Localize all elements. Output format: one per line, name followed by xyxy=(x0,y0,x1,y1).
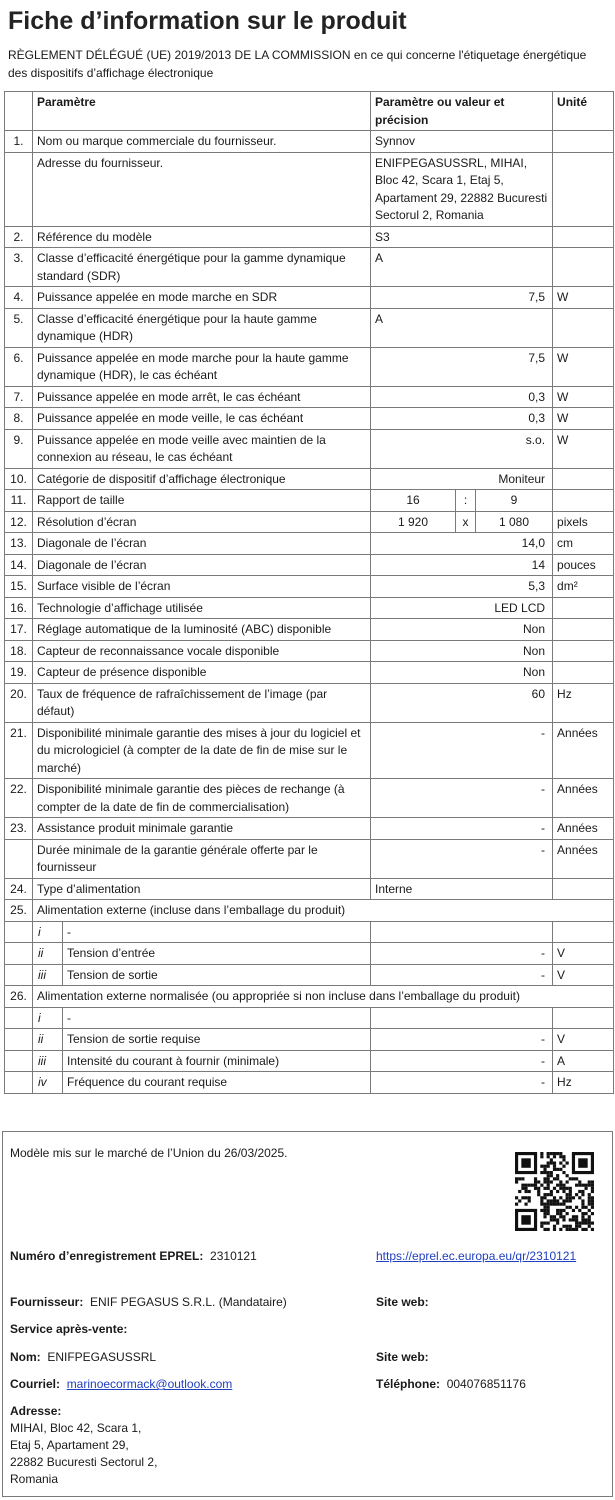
table-row xyxy=(5,986,614,1008)
row-value: S3 xyxy=(371,226,553,248)
row-parameter: Disponibilité minimale garantie des pièces de rechange (à compter de la date de fin de commercialisation) xyxy=(33,779,371,818)
table-row xyxy=(5,662,614,684)
row-unit xyxy=(553,597,614,619)
row-number: 10. xyxy=(5,468,33,490)
table-row xyxy=(5,429,614,468)
table-row xyxy=(5,779,614,818)
row-number: 3. xyxy=(5,248,33,287)
row-number: 23. xyxy=(5,818,33,840)
table-subrow xyxy=(5,964,614,986)
row-value: 7,5 xyxy=(371,347,553,386)
row-unit xyxy=(553,468,614,490)
page-title: Fiche d’information sur le produit xyxy=(8,7,407,35)
row-parameter: Résolution d’écran xyxy=(33,511,371,533)
row-unit xyxy=(553,152,614,226)
address: MIHAI, Bloc 42, Scara 1, Etaj 5, Apartament 29, 22882 Bucuresti Sectorul 2, Romania xyxy=(10,1421,158,1486)
row-number xyxy=(5,152,33,226)
row-number: 7. xyxy=(5,386,33,408)
row-value: 14,0 xyxy=(371,533,553,555)
website-label-2: Site web: xyxy=(376,1350,429,1364)
row-value: LED LCD xyxy=(371,597,553,619)
table-row xyxy=(5,408,614,430)
table-row xyxy=(5,576,614,598)
eprel-link[interactable]: https://eprel.ec.europa.eu/qr/2310121 xyxy=(376,1249,577,1263)
row-unit: W xyxy=(553,408,614,430)
row-parameter: Puissance appelée en mode marche pour la haute gamme dynamique (HDR), le cas échéant xyxy=(33,347,371,386)
subrow-unit xyxy=(553,1007,614,1029)
table-row xyxy=(5,287,614,309)
row-unit: Hz xyxy=(553,683,614,722)
table-subrow xyxy=(5,1050,614,1072)
row-number: 21. xyxy=(5,722,33,779)
row-value: 0,3 xyxy=(371,408,553,430)
subrow-parameter: - xyxy=(63,921,371,943)
subrow-spacer xyxy=(5,1050,33,1072)
table-row xyxy=(5,619,614,641)
row-value: Synnov xyxy=(371,131,553,153)
subrow-roman: iv xyxy=(33,1072,63,1094)
row-unit xyxy=(553,131,614,153)
qr-code-icon xyxy=(515,1152,594,1231)
table-row xyxy=(5,683,614,722)
table-row xyxy=(5,900,614,922)
row-parameter: Référence du modèle xyxy=(33,226,371,248)
table-row xyxy=(5,131,614,153)
row-parameter: Diagonale de l’écran xyxy=(33,554,371,576)
table-row xyxy=(5,554,614,576)
row-number: 25. xyxy=(5,900,33,922)
row-unit: Années xyxy=(553,818,614,840)
row-parameter: Puissance appelée en mode veille avec maintien de la connexion au réseau, le cas échéant xyxy=(33,429,371,468)
website-label: Site web: xyxy=(376,1295,429,1309)
row-number: 24. xyxy=(5,878,33,900)
row-value: Non xyxy=(371,640,553,662)
row-unit xyxy=(553,619,614,641)
subrow-spacer xyxy=(5,921,33,943)
row-number: 4. xyxy=(5,287,33,309)
row-value: 7,5 xyxy=(371,287,553,309)
row-number: 26. xyxy=(5,986,33,1008)
row-number: 6. xyxy=(5,347,33,386)
row-parameter: Adresse du fournisseur. xyxy=(33,152,371,226)
row-unit: pixels xyxy=(553,511,614,533)
phone: Téléphone: 004076851176 xyxy=(376,1377,526,1391)
subrow-spacer xyxy=(5,943,33,965)
subrow-unit xyxy=(553,921,614,943)
row-value: - xyxy=(371,779,553,818)
row-unit: pouces xyxy=(553,554,614,576)
row-value: Moniteur xyxy=(371,468,553,490)
service-name: Nom: ENIFPEGASUSSRL xyxy=(10,1350,157,1364)
row-number: 14. xyxy=(5,554,33,576)
row-value: Non xyxy=(371,662,553,684)
row-number: 8. xyxy=(5,408,33,430)
row-number: 1. xyxy=(5,131,33,153)
row-number: 9. xyxy=(5,429,33,468)
row-value-separator: x xyxy=(456,511,476,533)
subrow-unit: V xyxy=(553,1029,614,1051)
row-parameter: Capteur de présence disponible xyxy=(33,662,371,684)
subrow-parameter: Intensité du courant à fournir (minimale) xyxy=(63,1050,371,1072)
row-value: - xyxy=(371,839,553,878)
row-unit: W xyxy=(553,347,614,386)
supplier: Fournisseur: ENIF PEGASUS S.R.L. (Mandataire) xyxy=(10,1295,287,1309)
row-parameter: Disponibilité minimale garantie des mises à jour du logiciel et du micrologiciel (à compter de la date de fin de mise sur le marché) xyxy=(33,722,371,779)
subrow-parameter: - xyxy=(63,1007,371,1029)
row-parameter: Classe d’efficacité énergétique pour la haute gamme dynamique (HDR) xyxy=(33,308,371,347)
row-value-b: 9 xyxy=(476,490,553,512)
row-unit: Années xyxy=(553,722,614,779)
regulation-subtitle: RÈGLEMENT DÉLÉGUÉ (UE) 2019/2013 DE LA COMMISSION en ce qui concerne l'étiquetage énergétique des dispositifs d’affichage électronique xyxy=(8,48,587,80)
table-row xyxy=(5,386,614,408)
subrow-unit: A xyxy=(553,1050,614,1072)
table-row xyxy=(5,468,614,490)
header-value: Paramètre ou valeur et précision xyxy=(371,92,553,131)
row-parameter: Puissance appelée en mode arrêt, le cas échéant xyxy=(33,386,371,408)
subrow-value: - xyxy=(371,1029,553,1051)
row-parameter: Alimentation externe (incluse dans l’emballage du produit) xyxy=(33,900,614,922)
subrow-parameter: Tension d’entrée xyxy=(63,943,371,965)
row-value: A xyxy=(371,308,553,347)
subrow-value: - xyxy=(371,1072,553,1094)
table-row xyxy=(5,839,614,878)
row-value-separator: : xyxy=(456,490,476,512)
table-subrow xyxy=(5,943,614,965)
table-row xyxy=(5,597,614,619)
row-number: 17. xyxy=(5,619,33,641)
row-unit xyxy=(553,640,614,662)
row-parameter: Réglage automatique de la luminosité (ABC) disponible xyxy=(33,619,371,641)
subrow-roman: iii xyxy=(33,1050,63,1072)
row-parameter: Technologie d’affichage utilisée xyxy=(33,597,371,619)
row-parameter: Puissance appelée en mode veille, le cas échéant xyxy=(33,408,371,430)
row-parameter: Surface visible de l’écran xyxy=(33,576,371,598)
product-info-table xyxy=(4,91,614,1094)
row-unit xyxy=(553,308,614,347)
address-label: Adresse: xyxy=(10,1404,62,1418)
row-value: 5,3 xyxy=(371,576,553,598)
row-unit: W xyxy=(553,386,614,408)
subrow-roman: i xyxy=(33,921,63,943)
subrow-roman: i xyxy=(33,1007,63,1029)
row-number: 2. xyxy=(5,226,33,248)
row-value-b: 1 080 xyxy=(476,511,553,533)
row-unit xyxy=(553,226,614,248)
row-value: s.o. xyxy=(371,429,553,468)
subrow-roman: iii xyxy=(33,964,63,986)
table-row xyxy=(5,878,614,900)
row-unit: Années xyxy=(553,779,614,818)
row-unit: W xyxy=(553,287,614,309)
row-value-a: 1 920 xyxy=(371,511,456,533)
row-value: Non xyxy=(371,619,553,641)
row-parameter: Durée minimale de la garantie générale offerte par le fournisseur xyxy=(33,839,371,878)
subrow-value: - xyxy=(371,943,553,965)
table-row xyxy=(5,490,614,512)
subrow-parameter: Fréquence du courant requise xyxy=(63,1072,371,1094)
subrow-spacer xyxy=(5,1007,33,1029)
row-value: A xyxy=(371,248,553,287)
row-value-a: 16 xyxy=(371,490,456,512)
row-number: 16. xyxy=(5,597,33,619)
subrow-value: - xyxy=(371,1050,553,1072)
row-parameter: Alimentation externe normalisée (ou appropriée si non incluse dans l’emballage du produit) xyxy=(33,986,614,1008)
row-number: 19. xyxy=(5,662,33,684)
subrow-unit: V xyxy=(553,943,614,965)
subrow-parameter: Tension de sortie xyxy=(63,964,371,986)
row-number xyxy=(5,839,33,878)
table-row xyxy=(5,818,614,840)
supplier-info-box xyxy=(2,1131,613,1497)
row-value: 60 xyxy=(371,683,553,722)
row-number: 15. xyxy=(5,576,33,598)
row-number: 12. xyxy=(5,511,33,533)
table-header-row xyxy=(5,92,614,131)
row-number: 11. xyxy=(5,490,33,512)
table-row xyxy=(5,511,614,533)
row-parameter: Classe d’efficacité énergétique pour la gamme dynamique standard (SDR) xyxy=(33,248,371,287)
table-row xyxy=(5,640,614,662)
row-unit xyxy=(553,662,614,684)
table-subrow xyxy=(5,921,614,943)
row-parameter: Diagonale de l’écran xyxy=(33,533,371,555)
row-parameter: Nom ou marque commerciale du fournisseur. xyxy=(33,131,371,153)
table-row xyxy=(5,308,614,347)
subrow-value xyxy=(371,1007,553,1029)
row-unit xyxy=(553,878,614,900)
subrow-spacer xyxy=(5,1029,33,1051)
row-value: - xyxy=(371,818,553,840)
row-number: 22. xyxy=(5,779,33,818)
row-value: 14 xyxy=(371,554,553,576)
header-parameter: Paramètre xyxy=(33,92,371,131)
header-unit: Unité xyxy=(553,92,614,131)
row-unit xyxy=(553,490,614,512)
row-value: 0,3 xyxy=(371,386,553,408)
table-row xyxy=(5,226,614,248)
subrow-unit: Hz xyxy=(553,1072,614,1094)
table-row xyxy=(5,347,614,386)
row-number: 5. xyxy=(5,308,33,347)
subrow-value: - xyxy=(371,964,553,986)
table-subrow xyxy=(5,1072,614,1094)
row-parameter: Catégorie de dispositif d’affichage électronique xyxy=(33,468,371,490)
subrow-unit: V xyxy=(553,964,614,986)
row-unit: Années xyxy=(553,839,614,878)
subrow-roman: ii xyxy=(33,1029,63,1051)
subrow-spacer xyxy=(5,964,33,986)
header-num xyxy=(5,92,33,131)
row-unit: W xyxy=(553,429,614,468)
table-subrow xyxy=(5,1007,614,1029)
row-unit: cm xyxy=(553,533,614,555)
row-parameter: Capteur de reconnaissance vocale disponible xyxy=(33,640,371,662)
row-parameter: Type d’alimentation xyxy=(33,878,371,900)
table-row xyxy=(5,722,614,779)
table-row xyxy=(5,533,614,555)
email: Courriel: marinoecormack@outlook.com xyxy=(10,1377,233,1391)
table-row xyxy=(5,152,614,226)
row-value: - xyxy=(371,722,553,779)
row-parameter: Taux de fréquence de rafraîchissement de l’image (par défaut) xyxy=(33,683,371,722)
eprel-number: Numéro d’enregistrement EPREL: 2310121 xyxy=(10,1249,257,1263)
row-value: ENIFPEGASUSSRL, MIHAI, Bloc 42, Scara 1, Etaj 5, Apartament 29, 22882 Bucuresti Sectorul 2, Romania xyxy=(371,152,553,226)
market-date: Modèle mis sur le marché de l’Union du 26/03/2025. xyxy=(10,1146,288,1160)
row-number: 20. xyxy=(5,683,33,722)
subrow-spacer xyxy=(5,1072,33,1094)
email-link[interactable]: marinoecormack@outlook.com xyxy=(66,1377,233,1391)
row-parameter: Rapport de taille xyxy=(33,490,371,512)
row-value: Interne xyxy=(371,878,553,900)
row-parameter: Assistance produit minimale garantie xyxy=(33,818,371,840)
table-subrow xyxy=(5,1029,614,1051)
table-row xyxy=(5,248,614,287)
row-parameter: Puissance appelée en mode marche en SDR xyxy=(33,287,371,309)
row-unit: dm² xyxy=(553,576,614,598)
subrow-value xyxy=(371,921,553,943)
subrow-roman: ii xyxy=(33,943,63,965)
row-number: 13. xyxy=(5,533,33,555)
row-number: 18. xyxy=(5,640,33,662)
subrow-parameter: Tension de sortie requise xyxy=(63,1029,371,1051)
row-unit xyxy=(553,248,614,287)
after-sales-label: Service après-vente: xyxy=(10,1322,128,1336)
